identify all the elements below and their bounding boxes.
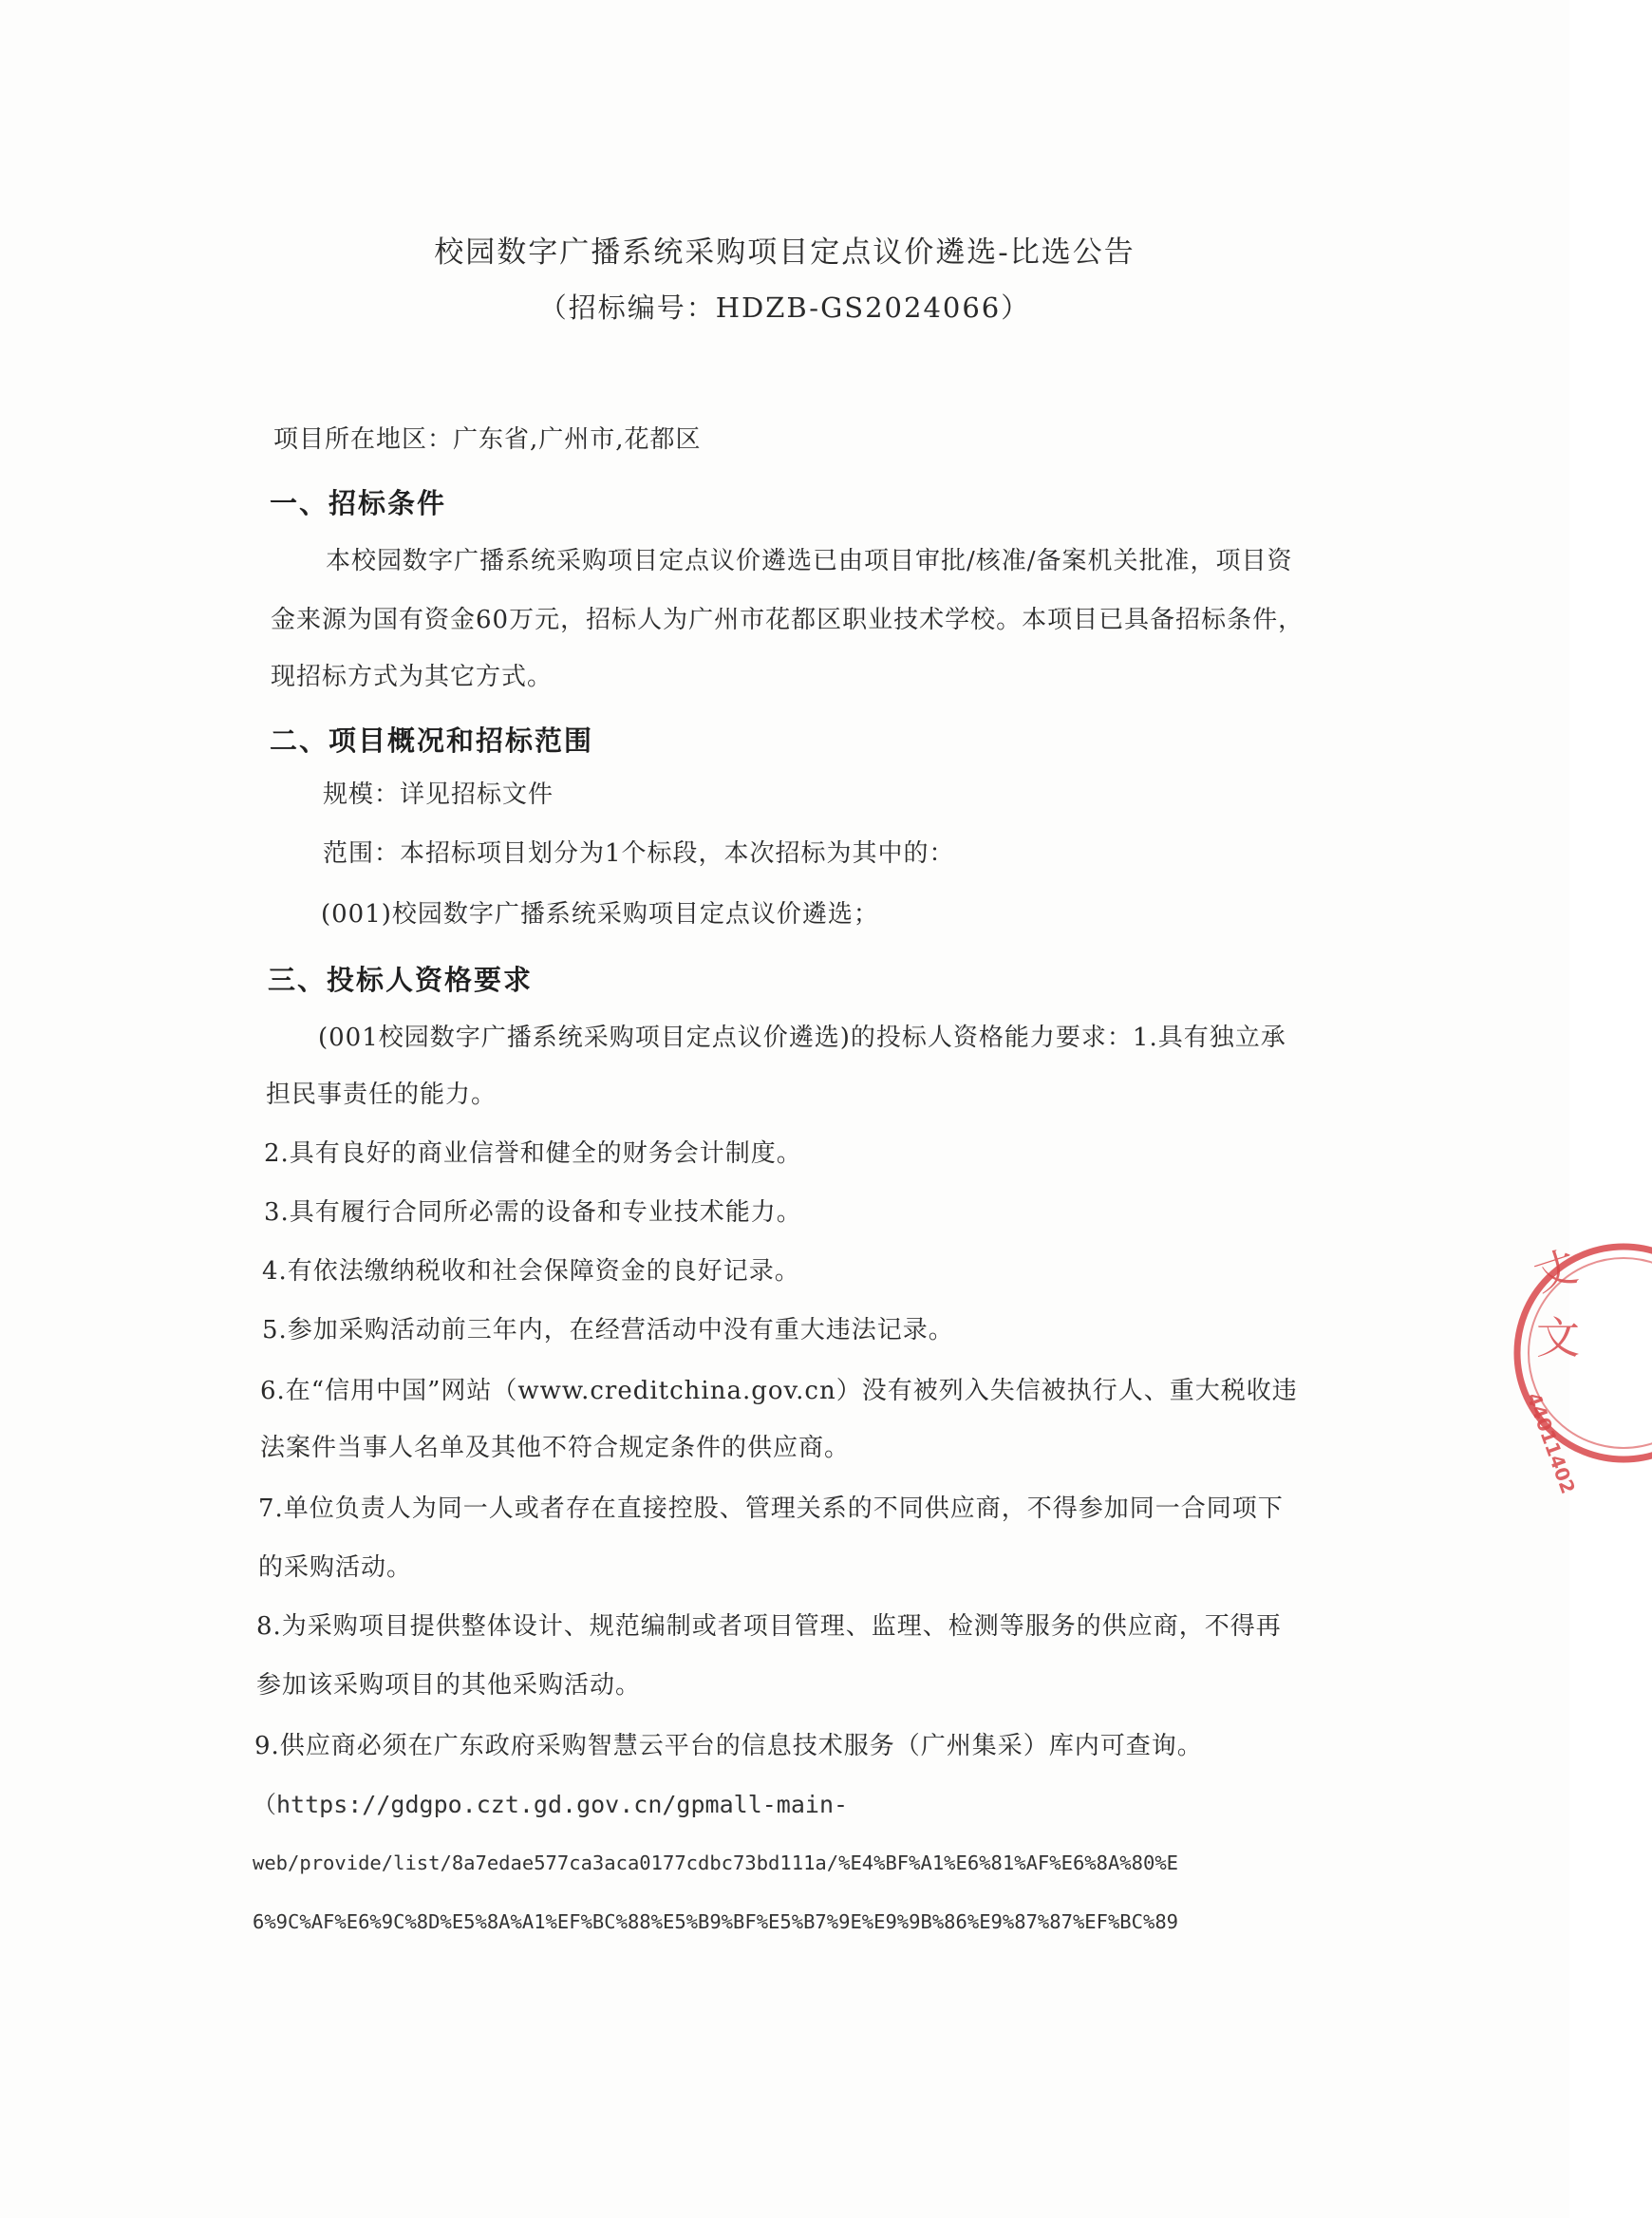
section-3-line-4: 3.具有履行合同所必需的设备和专业技术能力。	[264, 1198, 802, 1227]
section-2-line-3: (001)校园数字广播系统采购项目定点议价遴选；	[321, 900, 879, 929]
section-3-url-line-3: 6%9C%AF%E6%9C%8D%E5%8A%A1%EF%BC%88%E5%B9%BF%E5%B7%9E%E9%9B%86%E9%87%87%EF%BC%89	[253, 1910, 1179, 1933]
svg-text:文: 文	[1536, 1312, 1580, 1363]
section-3-line-3: 2.具有良好的商业信誉和健全的财务会计制度。	[264, 1139, 802, 1168]
section-3-line-8: 法案件当事人名单及其他不符合规定条件的供应商。	[260, 1434, 851, 1462]
section-heading-3: 三、投标人资格要求	[268, 964, 534, 996]
section-heading-2: 二、项目概况和招标范围	[270, 724, 594, 757]
section-1-line-3: 现招标方式为其它方式。	[271, 663, 554, 691]
section-3-line-12: 参加该采购项目的其他采购活动。	[256, 1671, 642, 1700]
section-3-line-7: 6.在“信用中国”网站（www.creditchina.gov.cn）没有被列入失信被执行人、重大税收违	[260, 1377, 1298, 1405]
svg-text:44011402: 44011402	[1522, 1389, 1580, 1497]
official-seal-stamp	[1481, 1234, 1652, 1497]
section-3-line-13: 9.供应商必须在广东政府采购智慧云平台的信息技术服务（广州集采）库内可查询。	[254, 1732, 1203, 1760]
section-1-line-1: 本校园数字广播系统采购项目定点议价遴选已由项目审批/核准/备案机关批准，项目资	[326, 547, 1293, 575]
section-3-line-5: 4.有依法缴纳税收和社会保障资金的良好记录。	[262, 1257, 800, 1286]
section-heading-1: 一、招标条件	[270, 487, 447, 519]
section-3-line-10: 的采购活动。	[258, 1553, 413, 1582]
tender-number: （招标编号：HDZB-GS2024066）	[538, 291, 1031, 324]
section-3-url-line-1: （https://gdgpo.czt.gd.gov.cn/gpmall-main-	[253, 1791, 849, 1818]
section-2-line-2: 范围：本招标项目划分为1个标段，本次招标为其中的：	[323, 839, 955, 868]
document-title: 校园数字广播系统采购项目定点议价遴选-比选公告	[434, 235, 1136, 270]
section-3-line-6: 5.参加采购活动前三年内，在经营活动中没有重大违法记录。	[262, 1316, 954, 1344]
project-region: 项目所在地区：广东省,广州市,花都区	[273, 425, 702, 454]
svg-text:丈: 丈	[1528, 1242, 1584, 1302]
section-2-line-1: 规模：详见招标文件	[323, 780, 554, 809]
section-3-line-9: 7.单位负责人为同一人或者存在直接控股、管理关系的不同供应商，不得参加同一合同项下	[258, 1494, 1284, 1523]
section-3-line-2: 担民事责任的能力。	[266, 1081, 497, 1109]
section-1-line-2: 金来源为国有资金60万元，招标人为广州市花都区职业技术学校。本项目已具备招标条件，	[271, 606, 1305, 634]
section-3-line-1: (001校园数字广播系统采购项目定点议价遴选)的投标人资格能力要求：1.具有独立承	[318, 1024, 1286, 1052]
section-3-line-11: 8.为采购项目提供整体设计、规范编制或者项目管理、监理、检测等服务的供应商，不得再	[256, 1612, 1282, 1641]
section-3-url-line-2: web/provide/list/8a7edae577ca3aca0177cdbc73bd111a/%E4%BF%A1%E6%81%AF%E6%8A%80%E	[253, 1851, 1179, 1874]
